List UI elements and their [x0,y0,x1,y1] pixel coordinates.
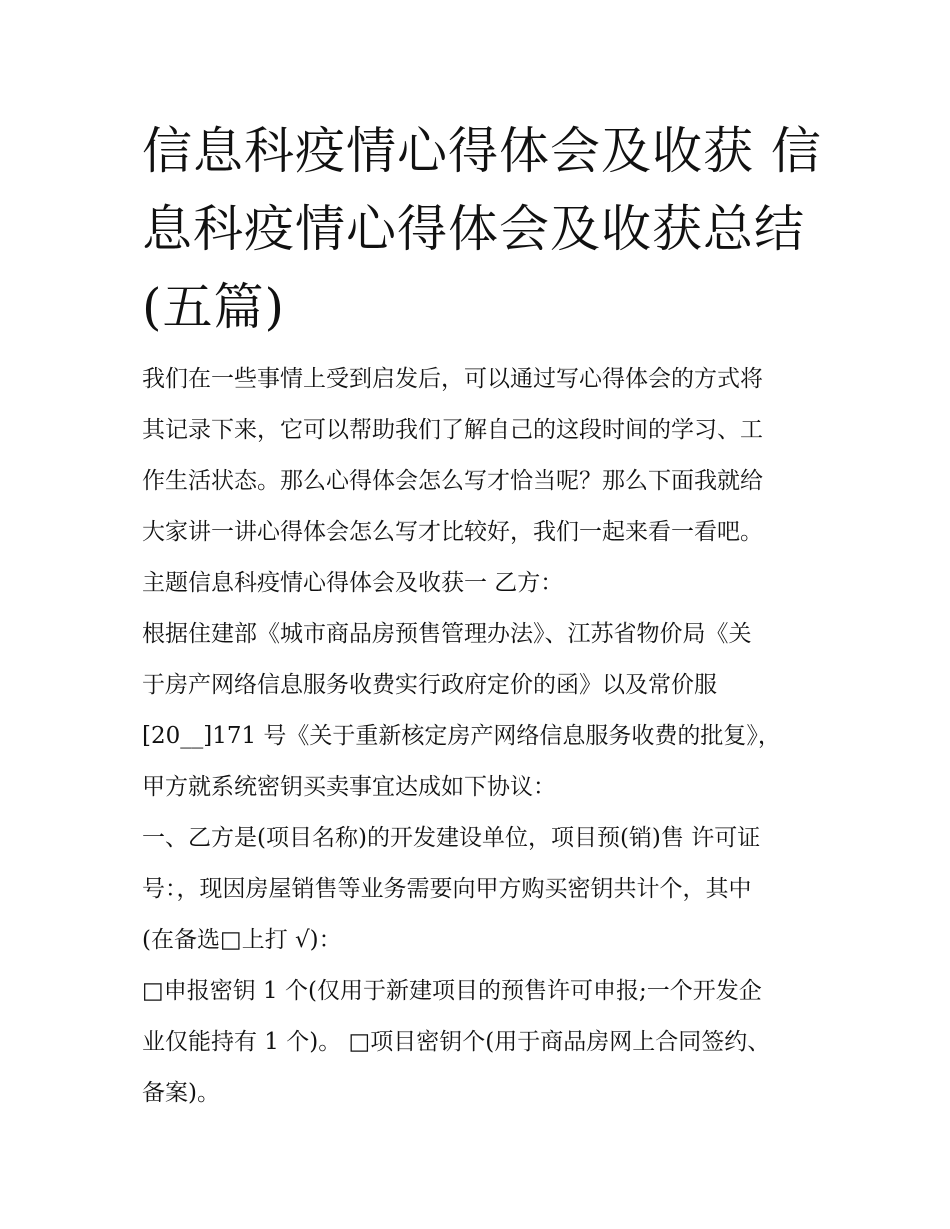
body-line-4: 大家讲一讲心得体会怎么写才比较好，我们一起来看一看吧。 [142,519,763,545]
body-line-2: 其记录下来，它可以帮助我们了解自己的这段时间的学习、工 [142,417,763,443]
body-line-15: 备案)。 [142,1080,220,1106]
body-line-13: □申报密钥 1 个(仅用于新建项目的预售许可申报;一个开发企 [142,978,762,1004]
body-line-5: 主题信息科疫情心得体会及收获一 乙方： [142,570,564,596]
body-line-7: 于房产网络信息服务收费实行政府定价的函》以及常价服 [142,672,717,698]
document-body [142,354,822,1119]
body-line-6: 根据住建部《城市商品房预售管理办法》、江苏省物价局《关 [142,621,752,647]
body-line-12: (在备选□上打 √)： [142,927,342,953]
body-line-14: 业仅能持有 1 个)。 □项目密钥个(用于商品房网上合同签约、 [142,1029,771,1055]
body-line-9: 甲方就系统密钥买卖事宜达成如下协议： [142,774,556,800]
body-line-1: 我们在一些事情上受到启发后，可以通过写心得体会的方式将 [142,366,763,392]
body-line-11: 号：，现因房屋销售等业务需要向甲方购买密钥共计个，其中 [142,876,752,902]
document-title: 信息科疫情心得体会及收获 信息科疫情心得体会及收获总结(五篇) [142,122,822,336]
body-line-3: 作生活状态。那么心得体会怎么写才恰当呢？那么下面我就给 [142,468,763,494]
body-line-10: 一、乙方是(项目名称)的开发建设单位，项目预(销)售 许可证 [142,825,761,851]
body-line-8: [20__]171 号《关于重新核定房产网络信息服务收费的批复》， [142,723,781,749]
